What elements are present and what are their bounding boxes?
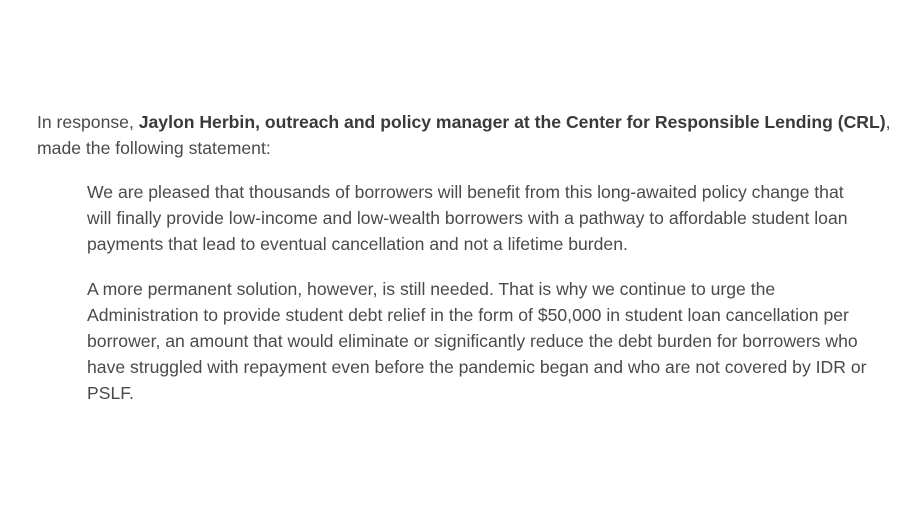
quote-paragraph-1: We are pleased that thousands of borrowers will benefit from this long-awaited policy change that will finally provide low-income and low-wealth borrowers with a pathway to affordable student loan payments that lead to eventual cancellation and not a lifetime burden. bbox=[87, 182, 848, 254]
speaker-name: Jaylon Herbin, outreach and policy manager at the Center for Responsible Lending (CRL) bbox=[138, 112, 886, 132]
statement-quote bbox=[87, 179, 867, 406]
intro-lead: In response, bbox=[37, 112, 139, 132]
intro-tail: , made the following statement: bbox=[37, 112, 891, 158]
intro-paragraph bbox=[37, 109, 897, 161]
article-body bbox=[37, 109, 897, 425]
quote-paragraph-2: A more permanent solution, however, is still needed. That is why we continue to urge the Administration to provide student debt relief in the form of $50,000 in student loan cancellation per borrower, an amount that would eliminate or significantly reduce the debt burden for borrowers who have struggled with repayment even before the pandemic began and who are not covered by IDR or PSLF. bbox=[87, 279, 867, 403]
